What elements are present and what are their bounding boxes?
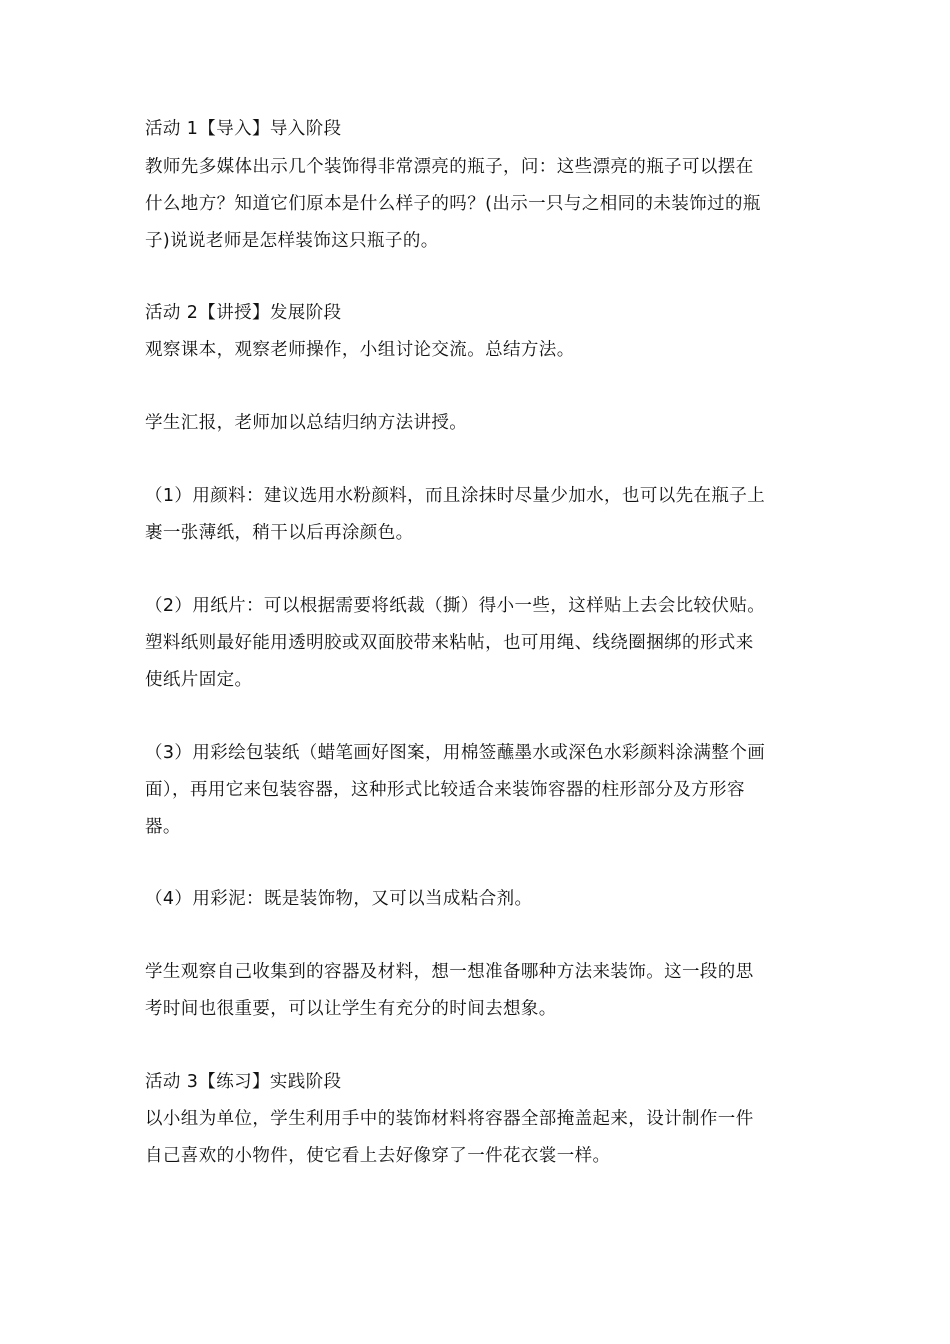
paragraph-line: 子)说说老师是怎样装饰这只瓶子的。	[145, 231, 439, 251]
paragraph-line: 观察课本，观察老师操作，小组讨论交流。总结方法。	[145, 340, 575, 360]
activity-3-heading: 活动 3【练习】实践阶段	[145, 1072, 342, 1092]
paragraph-line: 考时间也很重要，可以让学生有充分的时间去想象。	[145, 999, 557, 1019]
method-1-line: 裹一张薄纸，稍干以后再涂颜色。	[145, 523, 414, 543]
paragraph-line: 教师先多媒体出示几个装饰得非常漂亮的瓶子，问：这些漂亮的瓶子可以摆在	[145, 157, 754, 177]
method-4-line: （4）用彩泥：既是装饰物，又可以当成粘合剂。	[145, 889, 533, 909]
method-2-line: 塑料纸则最好能用透明胶或双面胶带来粘帖，也可用绳、线绕圈捆绑的形式来	[145, 633, 754, 653]
paragraph-line: 学生观察自己收集到的容器及材料，想一想准备哪种方法来装饰。这一段的思	[145, 962, 754, 982]
method-3-line: （3）用彩绘包装纸（蜡笔画好图案，用棉签蘸墨水或深色水彩颜料涂满整个画	[145, 743, 766, 763]
paragraph-line: 自己喜欢的小物件，使它看上去好像穿了一件花衣裳一样。	[145, 1146, 611, 1166]
method-3-line: 面），再用它来包装容器，这种形式比较适合来装饰容器的柱形部分及方形容	[145, 780, 745, 800]
paragraph-line: 学生汇报，老师加以总结归纳方法讲授。	[145, 413, 468, 433]
activity-2-heading: 活动 2【讲授】发展阶段	[145, 303, 342, 323]
activity-1-heading: 活动 1【导入】导入阶段	[145, 119, 342, 139]
method-2-line: 使纸片固定。	[145, 670, 253, 690]
paragraph-line: 什么地方？知道它们原本是什么样子的吗？(出示一只与之相同的未装饰过的瓶	[145, 194, 761, 214]
method-1-line: （1）用颜料：建议选用水粉颜料，而且涂抹时尽量少加水，也可以先在瓶子上	[145, 486, 766, 506]
paragraph-line: 以小组为单位，学生利用手中的装饰材料将容器全部掩盖起来，设计制作一件	[145, 1109, 754, 1129]
method-2-line: （2）用纸片：可以根据需要将纸裁（撕）得小一些，这样贴上去会比较伏贴。	[145, 596, 766, 616]
method-3-line: 器。	[145, 817, 181, 837]
